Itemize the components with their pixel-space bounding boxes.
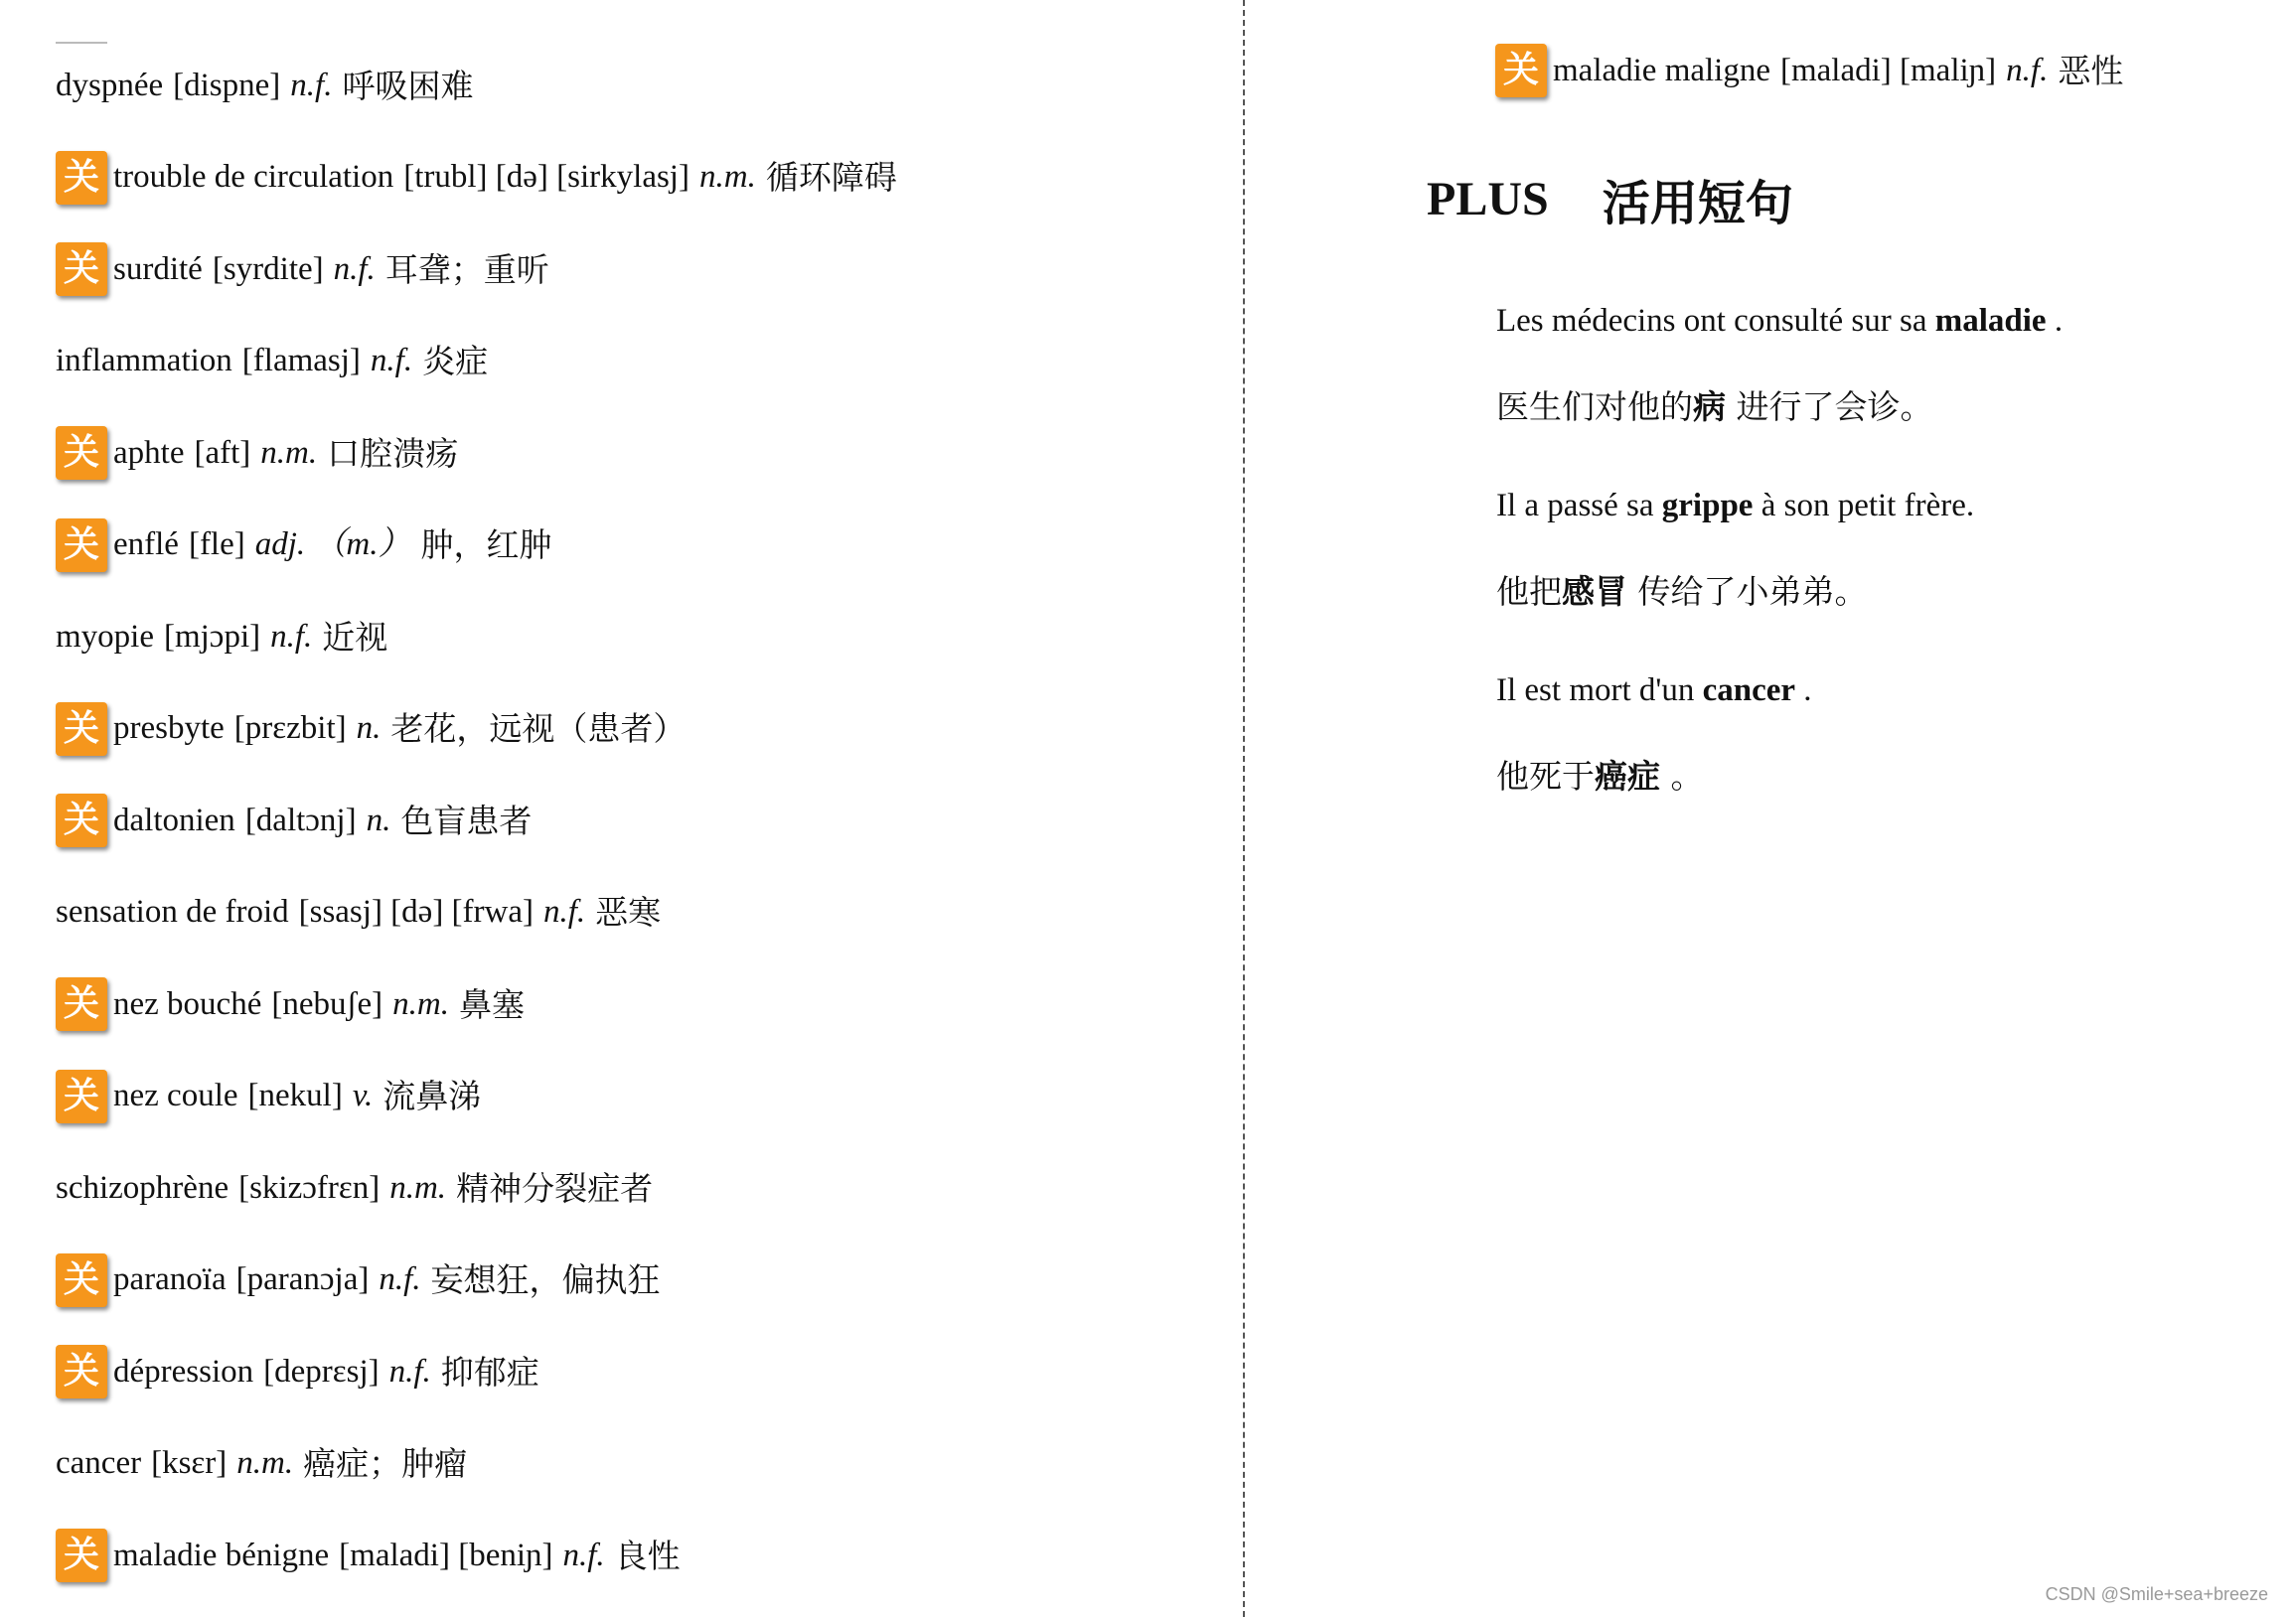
phrase-french-text: Il a passé sa <box>1496 488 1662 523</box>
vocab-phonetic: [prɛzbit] <box>233 710 347 747</box>
plus-section-heading <box>1427 165 1793 233</box>
vocab-part-of-speech: n.m. <box>236 1445 294 1482</box>
vocab-word: enflé <box>113 526 179 563</box>
vocab-word: presbyte <box>113 710 225 747</box>
vocab-part-of-speech: n.f. <box>2006 52 2049 88</box>
vocab-word: nez coule <box>113 1078 238 1114</box>
phrase-chinese-keyword: 癌症 <box>1595 757 1660 796</box>
vocab-chinese: 流鼻涕 <box>383 1077 482 1116</box>
phrase-chinese-text: 他死于 <box>1496 757 1595 796</box>
phrase-french-text: à son petit frère. <box>1753 488 1975 523</box>
vocab-chinese: 癌症；肿瘤 <box>303 1444 468 1484</box>
vocab-word: cancer <box>56 1445 142 1482</box>
vocab-word: paranoïa <box>113 1261 227 1298</box>
phrase-chinese-keyword: 病 <box>1693 387 1726 426</box>
guan-badge-icon: 关 <box>56 151 107 205</box>
vocab-word: aphte <box>113 434 185 471</box>
vocab-word: daltonien <box>113 802 235 838</box>
phrase-chinese <box>1496 572 2251 663</box>
vocab-word: dyspnée <box>56 67 164 103</box>
vocab-part-of-speech: n.f. <box>543 894 586 931</box>
vocab-chinese: 色盲患者 <box>400 801 533 840</box>
plus-title: PLUS <box>1427 173 1549 225</box>
phrase-french-text: Il est mort d'un <box>1496 672 1703 708</box>
phrase-french-text: . <box>1795 672 1812 708</box>
vocab-word: myopie <box>56 618 154 655</box>
guan-badge-icon: 关 <box>1495 44 1547 97</box>
column-divider <box>1243 0 1245 1617</box>
phrase-chinese-text: 。 <box>1660 757 1704 796</box>
plus-subtitle: 活用短句 <box>1602 176 1793 231</box>
vocab-part-of-speech: n.m. <box>260 434 318 471</box>
vocab-part-of-speech: n.f. <box>270 618 313 655</box>
phrase-french-text: Les médecins ont consulté sur sa <box>1496 303 1935 339</box>
phrase-list <box>1496 294 2251 848</box>
phrase-chinese-text: 医生们对他的 <box>1496 387 1693 426</box>
phrase-french <box>1496 663 2251 757</box>
vocab-entry <box>56 958 1198 1051</box>
guan-badge-icon: 关 <box>56 794 107 847</box>
vocab-phonetic: [ksɛr] <box>151 1445 228 1482</box>
vocab-phonetic: [skizɔfrɛn] <box>238 1169 381 1206</box>
phrase-chinese <box>1496 757 2251 848</box>
vocab-chinese: 耳聋；重听 <box>384 249 549 289</box>
vocab-entry <box>56 1051 1198 1143</box>
guan-badge-icon: 关 <box>56 242 107 296</box>
vocab-word: surdité <box>113 250 203 287</box>
vocab-phonetic: [nebuʃe] <box>271 985 383 1022</box>
vocab-chinese: 呼吸困难 <box>342 66 474 105</box>
vocab-part-of-speech: n.f. <box>379 1261 421 1298</box>
vocab-part-of-speech: n.f. <box>290 67 333 103</box>
vocab-phonetic: [syrdite] <box>212 250 324 287</box>
vocab-entry <box>56 591 1198 683</box>
guan-badge-icon: 关 <box>56 702 107 756</box>
phrase-french-keyword: maladie <box>1934 303 2047 339</box>
vocab-entry <box>56 683 1198 776</box>
vocab-word: sensation de froid <box>56 894 289 931</box>
vocab-phonetic: [flamasj] <box>241 343 361 379</box>
vocab-part-of-speech: n. <box>356 710 382 747</box>
phrase-french <box>1496 294 2251 387</box>
vocab-part-of-speech: n.m. <box>389 1169 447 1206</box>
vocab-entry <box>56 316 1198 408</box>
vocab-entry-right <box>1495 44 2123 97</box>
phrase-chinese-keyword: 感冒 <box>1562 572 1627 611</box>
vocab-phonetic: [maladi] [maliɲ] <box>1780 52 1997 88</box>
vocab-part-of-speech: n.f. <box>333 250 376 287</box>
vocab-phonetic: [nekul] <box>247 1078 343 1114</box>
vocab-entry <box>56 1142 1198 1235</box>
vocab-entry <box>56 1235 1198 1327</box>
vocab-phonetic: [maladi] [beniɲ] <box>339 1537 553 1573</box>
phrase-chinese <box>1496 387 2251 479</box>
vocab-part-of-speech: n.m. <box>698 159 756 196</box>
vocab-phonetic: [fle] <box>188 526 245 563</box>
vocab-phonetic: [daltɔnj] <box>244 802 357 838</box>
vocab-word: dépression <box>113 1353 254 1390</box>
vocab-part-of-speech: n.f. <box>562 1537 605 1573</box>
vocab-chinese: 良性 <box>614 1536 681 1575</box>
phrase-chinese-text: 进行了会诊。 <box>1726 387 1933 426</box>
vocab-entry <box>56 1418 1198 1511</box>
vocab-phonetic: [aft] <box>194 434 251 471</box>
vocab-word: schizophrène <box>56 1169 230 1206</box>
vocab-phonetic: [paranɔja] <box>235 1261 370 1298</box>
vocab-chinese: 抑郁症 <box>440 1352 539 1392</box>
phrase-french <box>1496 479 2251 572</box>
phrase-french-keyword: cancer <box>1702 672 1796 708</box>
vocab-part-of-speech: n.f. <box>388 1353 431 1390</box>
vocab-word: trouble de circulation <box>113 159 394 196</box>
vocab-chinese: 口腔溃疡 <box>327 433 459 473</box>
vocab-chinese: 炎症 <box>422 342 489 381</box>
vocab-phonetic: [mjɔpi] <box>163 618 261 655</box>
vocab-entry <box>56 867 1198 959</box>
vocab-chinese: 鼻塞 <box>458 984 525 1024</box>
vocab-word: nez bouché <box>113 985 262 1022</box>
vocab-word: maladie bénigne <box>113 1537 330 1573</box>
vocab-part-of-speech: adj. （m.） <box>254 526 411 563</box>
guan-badge-icon: 关 <box>56 1253 107 1307</box>
vocab-entry <box>56 40 1198 132</box>
guan-badge-icon: 关 <box>56 1345 107 1398</box>
vocab-chinese: 恶性 <box>2058 51 2124 90</box>
guan-badge-icon: 关 <box>56 1070 107 1123</box>
vocab-chinese: 老花，远视（患者） <box>390 709 687 749</box>
vocab-entry <box>56 500 1198 592</box>
vocab-entry <box>56 775 1198 867</box>
phrase-french-text: . <box>2046 303 2064 339</box>
vocab-word: inflammation <box>56 343 232 379</box>
vocab-part-of-speech: n.m. <box>392 985 449 1022</box>
vocab-chinese: 肿，红肿 <box>420 525 552 565</box>
vocab-chinese: 近视 <box>322 617 388 657</box>
vocab-phonetic: [trubl] [də] [sirkylasj] <box>403 159 689 196</box>
phrase-chinese-text: 传给了小弟弟。 <box>1627 572 1868 611</box>
phrase-chinese-text: 他把 <box>1496 572 1562 611</box>
vocab-list <box>56 40 1198 1602</box>
vocab-chinese: 恶寒 <box>595 893 662 933</box>
watermark: CSDN @Smile+sea+breeze <box>2045 1584 2268 1604</box>
guan-badge-icon: 关 <box>56 426 107 480</box>
vocab-chinese: 妄想狂，偏执狂 <box>430 1260 661 1300</box>
vocab-entry <box>56 1326 1198 1418</box>
guan-badge-icon: 关 <box>56 977 107 1031</box>
vocab-entry <box>56 223 1198 316</box>
guan-badge-icon: 关 <box>56 1529 107 1582</box>
vocab-word: maladie maligne <box>1553 52 1770 88</box>
vocab-part-of-speech: n. <box>366 802 391 838</box>
vocab-entry <box>56 1510 1198 1602</box>
vocab-part-of-speech: v. <box>352 1078 374 1114</box>
vocab-phonetic: [dispne] <box>173 67 281 103</box>
vocab-chinese: 循环障碍 <box>765 158 897 198</box>
vocab-chinese: 精神分裂症者 <box>456 1168 654 1208</box>
vocab-entry <box>56 132 1198 224</box>
vocab-phonetic: [ssasj] [də] [frwa] <box>298 894 534 931</box>
guan-badge-icon: 关 <box>56 518 107 572</box>
vocab-entry <box>56 407 1198 500</box>
phrase-french-keyword: grippe <box>1661 488 1754 523</box>
vocab-part-of-speech: n.f. <box>370 343 413 379</box>
vocab-phonetic: [deprɛsj] <box>263 1353 380 1390</box>
